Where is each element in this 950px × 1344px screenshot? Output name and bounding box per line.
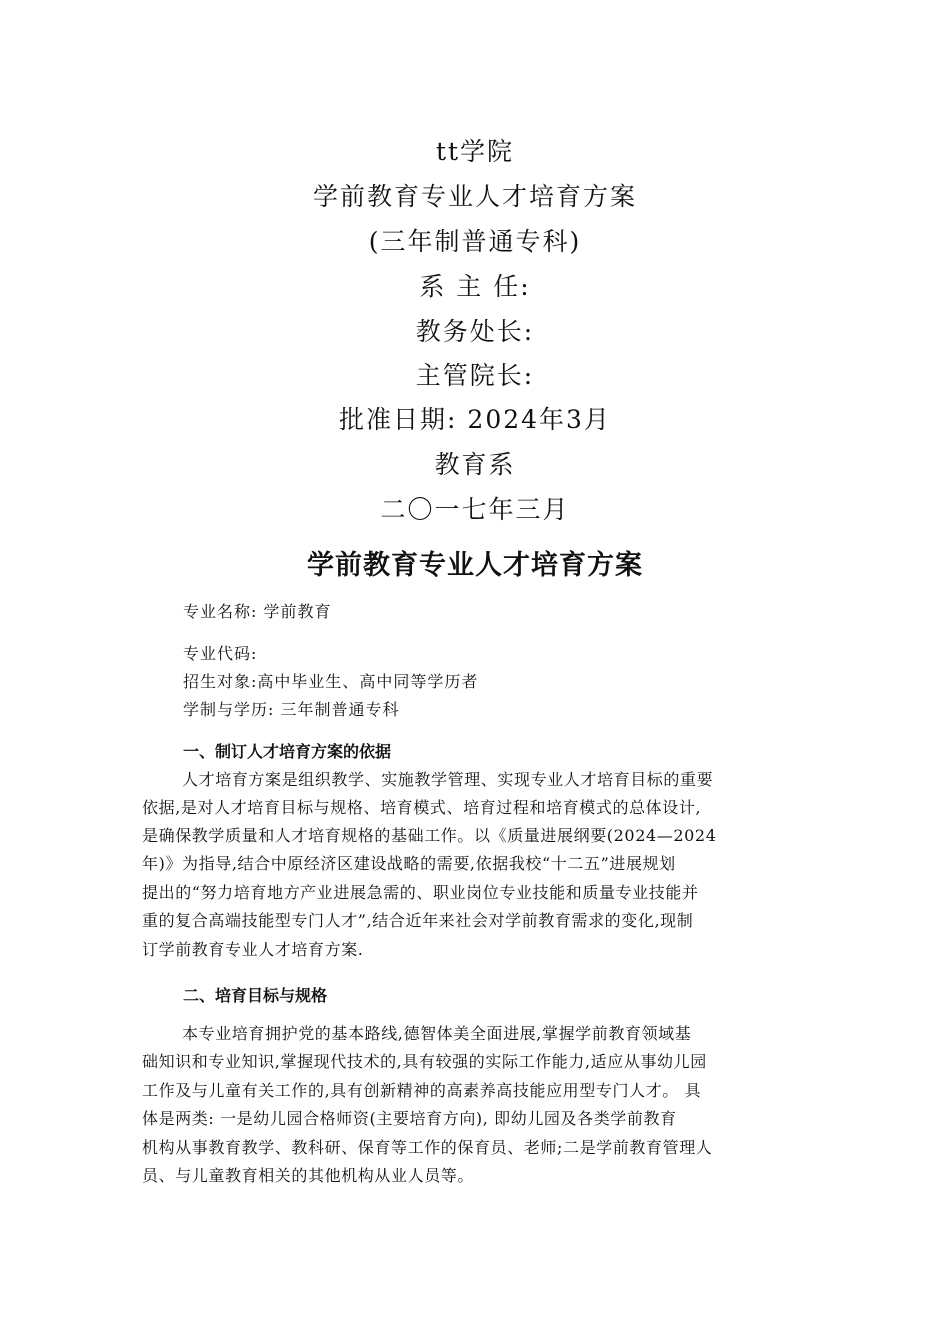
- enrollment-target: 招生对象:高中毕业生、高中同等学历者: [183, 672, 479, 691]
- major-code: 专业代码:: [183, 644, 258, 663]
- duration-degree: 学制与学历: 三年制普通专科: [183, 700, 400, 719]
- major-name: 专业名称: 学前教育: [183, 602, 332, 621]
- paragraph-line: 重的复合高端技能型专门人才”,结合近年来社会对学前教育需求的变化,现制: [142, 911, 694, 930]
- cover-date: 二〇一七年三月: [380, 495, 570, 524]
- institution-name: tt学院: [435, 137, 515, 166]
- paragraph-line: 工作及与儿童有关工作的,具有创新精神的高素养高技能应用型专门人才。 具: [142, 1081, 702, 1100]
- section-heading: 一、制订人才培育方案的依据: [183, 742, 392, 761]
- paragraph-line: 年)》为指导,结合中原经济区建设战略的需要,依据我校“十二五”进展规划: [142, 854, 676, 873]
- academic-affairs-label: 教务处长:: [415, 317, 535, 346]
- approval-date: 批准日期: 2024年3月: [339, 405, 611, 434]
- section-heading: 二、培育目标与规格: [183, 986, 328, 1005]
- paragraph-line: 员、与儿童教育相关的其他机构从业人员等。: [142, 1166, 475, 1185]
- paragraph-line: 础知识和专业知识,掌握现代技术的,具有较强的实际工作能力,适应从事幼儿园: [142, 1052, 707, 1071]
- document-title: 学前教育专业人才培育方案: [307, 550, 643, 581]
- vice-president-label: 主管院长:: [415, 361, 535, 390]
- paragraph-line: 订学前教育专业人才培育方案.: [142, 940, 364, 959]
- paragraph-line: 依据,是对人才培育目标与规格、培育模式、培育过程和培育模式的总体设计,: [142, 798, 702, 817]
- cover-plan-title: 学前教育专业人才培育方案: [312, 182, 637, 211]
- paragraph-line: 提出的“努力培育地方产业进展急需的、职业岗位专业技能和质量专业技能并: [142, 883, 699, 902]
- paragraph-line: 体是两类: 一是幼儿园合格师资(主要培育方向), 即幼儿园及各类学前教育: [142, 1109, 677, 1128]
- dept-head-label: 系 主 任:: [419, 272, 531, 301]
- program-type: (三年制普通专科): [368, 227, 582, 256]
- paragraph-line: 机构从事教育教学、教科研、保育等工作的保育员、老师;二是学前教育管理人: [142, 1138, 713, 1157]
- department-name: 教育系: [434, 450, 516, 479]
- paragraph-line: 人才培育方案是组织教学、实施教学管理、实现专业人才培育目标的重要: [182, 770, 714, 789]
- paragraph-line: 本专业培育拥护党的基本路线,德智体美全面进展,掌握学前教育领域基: [182, 1024, 692, 1043]
- paragraph-line: 是确保教学质量和人才培育规格的基础工作。以《质量进展纲要(2024—2024: [142, 826, 717, 845]
